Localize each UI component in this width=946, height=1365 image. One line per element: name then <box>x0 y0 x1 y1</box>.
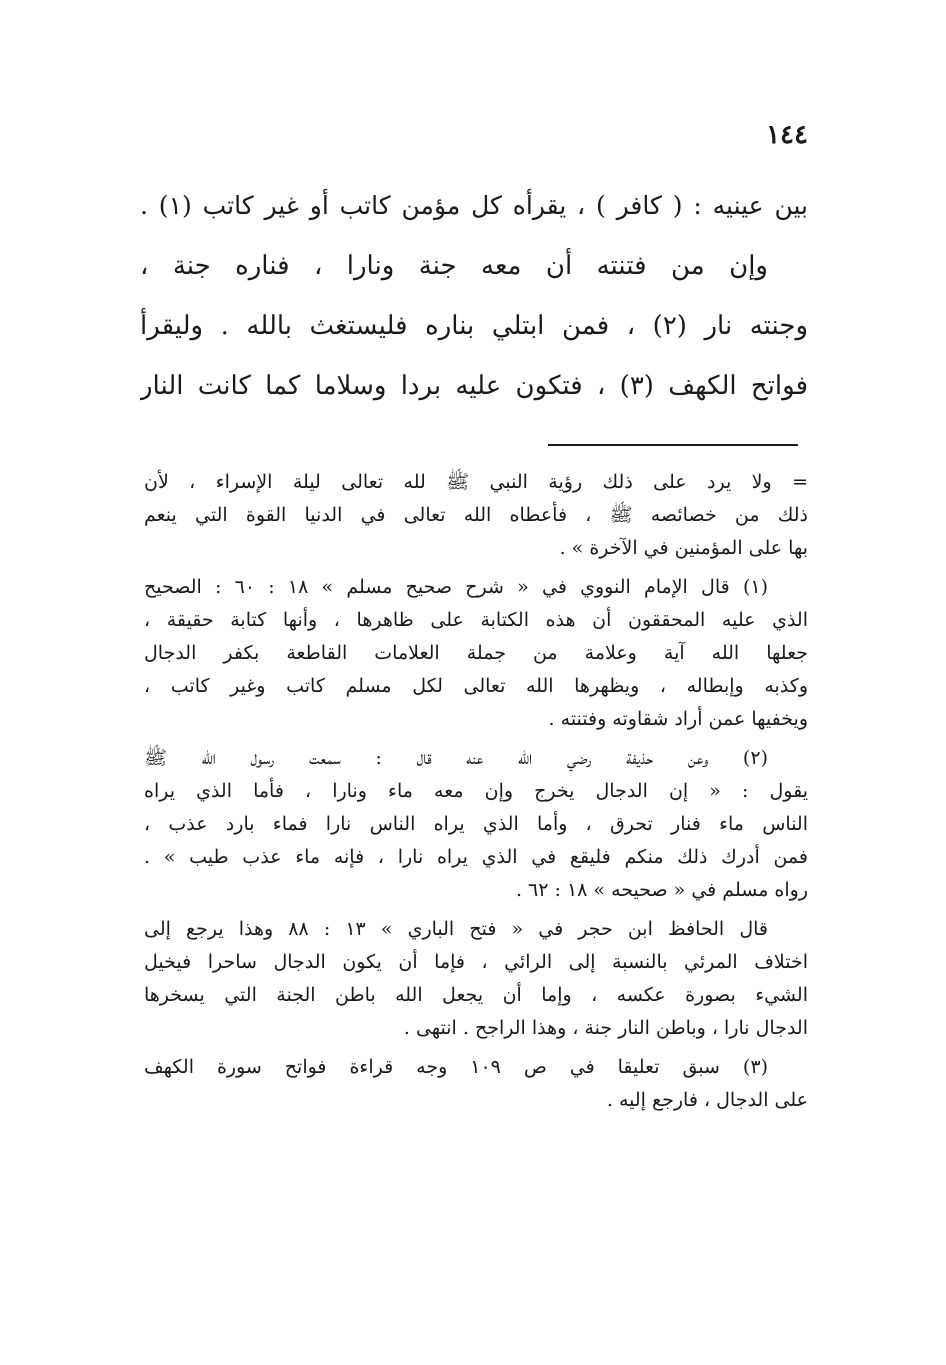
footnote-2-commentary <box>144 913 808 1045</box>
footnote-line: جعلها الله آية وعلامة من جملة العلامات القاطعة بكفر الدجال <box>144 642 808 664</box>
footnote-line: الناس ماء فنار تحرق ، وأما الذي يراه الناس نارا فماء بارد عذب ، <box>144 813 808 835</box>
main-line: وجنته نار (٢) ، فمن ابتلي بناره فليستغث بالله . وليقرأ <box>140 311 808 341</box>
footnote-line: الدجال نارا ، وباطن النار جنة ، وهذا الراجح . انتهى . <box>403 1017 808 1039</box>
footnote-line: (٣) سبق تعليقا في ص ١٠٩ وجه قراءة فواتح سورة الكهف <box>144 1056 768 1078</box>
footnote-line: وكذبه وإبطاله ، ويظهرها الله تعالى لكل مسلم كاتب وغير كاتب ، <box>144 675 808 697</box>
footnote-line: قال الحافظ ابن حجر في « فتح الباري » ١٣ : ٨٨ وهذا يرجع إلى <box>144 918 768 940</box>
footnote-3 <box>144 1051 808 1117</box>
footnote-line: = ولا يرد على ذلك رؤية النبي ﷺ لله تعالى ليلة الإسراء ، لأن <box>144 471 808 493</box>
footnote-1 <box>144 571 808 736</box>
footnote-line: رواه مسلم في « صحيحه » ١٨ : ٦٢ . <box>515 879 808 901</box>
footnote-line: (١) قال الإمام النووي في « شرح صحيح مسلم » ١٨ : ٦٠ : الصحيح <box>144 576 768 598</box>
footnote-line: اختلاف المرئي بالنسبة إلى الرائي ، فإما أن يكون الدجال ساحرا فيخيل <box>144 951 808 973</box>
page-number: ١٤٤ <box>766 120 808 150</box>
main-line: وإن من فتنته أن معه جنة ونارا ، فناره جنة ، <box>140 251 768 281</box>
main-text-body <box>140 176 808 416</box>
footnotes <box>144 466 808 1123</box>
footnote-line: الشيء بصورة عكسه ، وإما أن يجعل الله باطن الجنة التي يسخرها <box>144 984 808 1006</box>
main-line: بين عينيه : ( كافر ) ، يقرأه كل مؤمن كاتب أو غير كاتب (١) . <box>140 191 808 220</box>
footnote-2 <box>144 742 808 907</box>
footnote-separator <box>548 444 798 446</box>
footnote-line: ذلك من خصائصه ﷺ ، فأعطاه الله تعالى في الدنيا القوة التي ينعم <box>144 504 808 526</box>
main-line: فواتح الكهف (٣) ، فتكون عليه بردا وسلاما كما كانت النار <box>140 371 808 401</box>
footnote-line: فمن أدرك ذلك منكم فليقع في الذي يراه نارا ، فإنه ماء عذب طيب » . <box>144 846 808 868</box>
footnote-line: يقول : « إن الدجال يخرج وإن معه ماء ونارا ، فأما الذي يراه <box>144 780 808 802</box>
footnote-line: بها على المؤمنين في الآخرة » . <box>559 537 808 559</box>
footnote-continuation <box>144 466 808 565</box>
footnote-line: ويخفيها عمن أراد شقاوته وفتنته . <box>548 708 808 730</box>
footnote-line: الذي عليه المحققون أن هذه الكتابة على ظاهرها ، وأنها كتابة حقيقة ، <box>144 609 808 631</box>
footnote-line: (٢) وعن حذيفة رضي الله عنه قال : سمعت رسول الله ﷺ <box>144 747 768 769</box>
footnote-line: على الدجال ، فارجع إليه . <box>606 1089 808 1111</box>
